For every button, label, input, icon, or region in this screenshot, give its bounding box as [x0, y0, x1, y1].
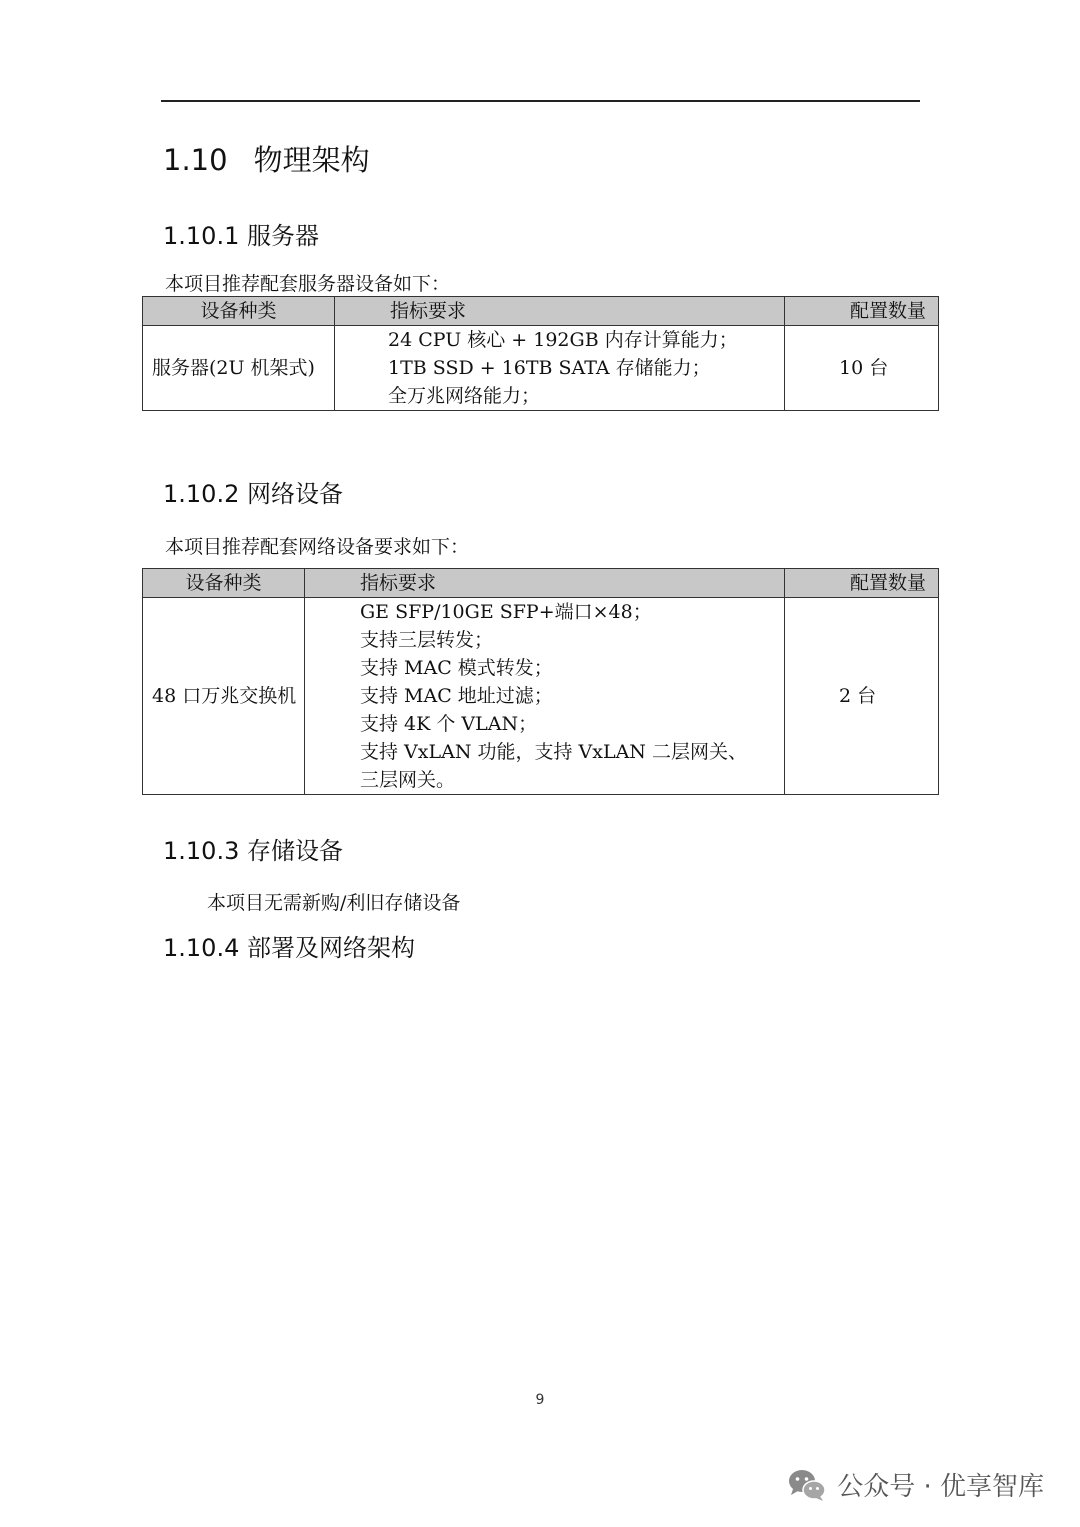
- network-table: [142, 568, 939, 795]
- page-number: 9: [535, 1392, 545, 1408]
- network-intro: 本项目推荐配套网络设备要求如下：: [165, 536, 470, 558]
- column-header: 配置数量: [785, 569, 939, 598]
- table-header-row: [143, 569, 939, 598]
- table-row: [143, 326, 939, 411]
- spec-cell: [305, 598, 785, 795]
- spec-item: 支持 MAC 地址过滤；: [360, 685, 553, 707]
- spec-item: 全万兆网络能力；: [388, 385, 541, 407]
- column-header: 指标要求: [335, 297, 785, 326]
- section-title: 物理架构: [253, 143, 370, 177]
- servers-intro: 本项目推荐配套服务器设备如下：: [165, 273, 451, 295]
- device-type-cell: 48 口万兆交换机: [143, 598, 305, 795]
- subsection-heading-network: 1.10.2 网络设备: [163, 480, 343, 508]
- spec-item: 支持 VxLAN 功能，支持 VxLAN 二层网关、: [360, 741, 747, 763]
- watermark-text: 公众号 · 优享智库: [837, 1472, 1044, 1502]
- subsection-heading-deployment: 1.10.4 部署及网络架构: [163, 934, 415, 962]
- column-header: 配置数量: [785, 297, 939, 326]
- spec-item: 24 CPU 核心 + 192GB 内存计算能力；: [388, 329, 738, 351]
- device-type-cell: 服务器(2U 机架式): [143, 326, 335, 411]
- spec-item: GE SFP/10GE SFP+端口×48；: [360, 601, 652, 623]
- spec-item: 支持 4K 个 VLAN；: [360, 713, 538, 735]
- servers-table: [142, 296, 939, 411]
- spec-cell: [335, 326, 785, 411]
- quantity-cell: 2 台: [785, 598, 939, 795]
- column-header: 设备种类: [143, 569, 305, 598]
- table-row: [143, 598, 939, 795]
- section-heading: [163, 140, 370, 180]
- spec-item: 1TB SSD + 16TB SATA 存储能力；: [388, 357, 711, 379]
- subsection-heading-storage: 1.10.3 存储设备: [163, 837, 343, 865]
- spec-item: 支持 MAC 模式转发；: [360, 657, 553, 679]
- wechat-icon: [787, 1468, 827, 1502]
- column-header: 设备种类: [143, 297, 335, 326]
- spec-item: 支持三层转发；: [360, 629, 494, 651]
- storage-text: 本项目无需新购/利旧存储设备: [207, 892, 461, 914]
- header-rule: [161, 100, 920, 102]
- subsection-heading-servers: 1.10.1 服务器: [163, 222, 319, 250]
- column-header: 指标要求: [305, 569, 785, 598]
- spec-item: 三层网关。: [360, 769, 456, 791]
- table-header-row: [143, 297, 939, 326]
- section-number: 1.10: [163, 143, 228, 177]
- quantity-cell: 10 台: [785, 326, 939, 411]
- watermark: [787, 1466, 1044, 1503]
